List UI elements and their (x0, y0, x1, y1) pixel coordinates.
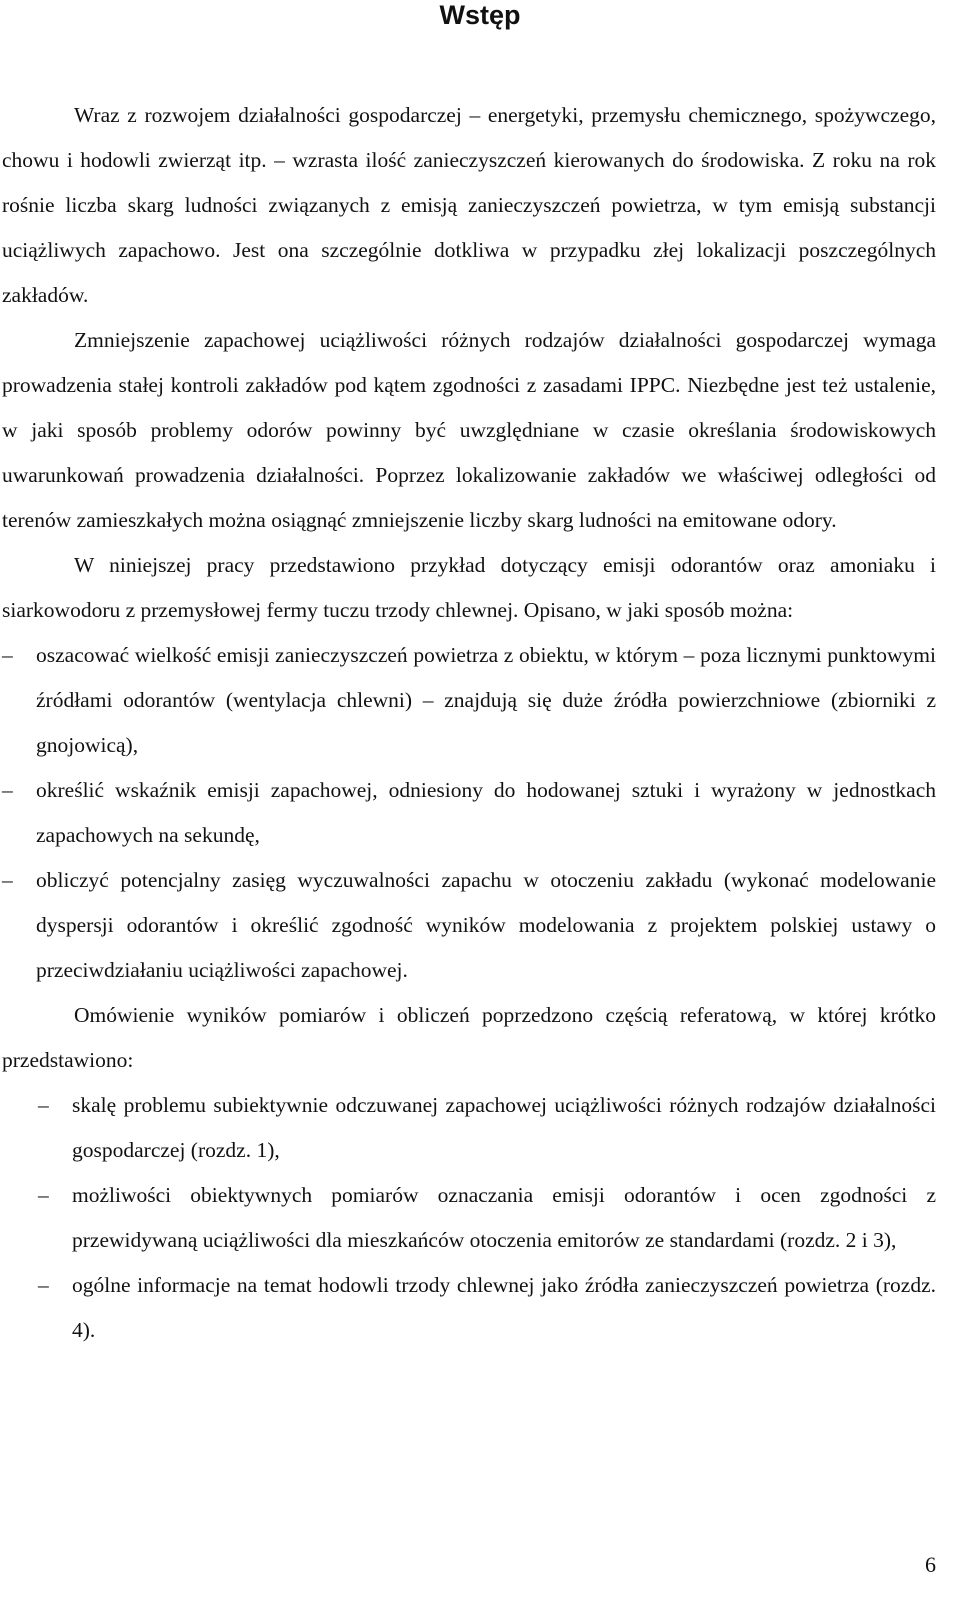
list-item (2, 768, 936, 858)
overview-list (2, 1083, 936, 1353)
paragraph-scope: W niniejszej pracy przedstawiono przykład dotyczący emisji odorantów oraz amoniaku i siarkowodoru z przemysłowej fermy tuczu trzody chlewnej. Opisano, w jaki sposób można: (2, 553, 936, 622)
dash-bullet: – (2, 643, 13, 667)
paragraph-overview: Omówienie wyników pomiarów i obliczeń poprzedzono częścią referatową, w której krótko przedstawiono: (2, 1003, 936, 1072)
list-item-text: określić wskaźnik emisji zapachowej, odniesiony do hodowanej sztuki i wyrażony w jednostkach zapachowych na sekundę, (36, 778, 936, 847)
list-item-text: ogólne informacje na temat hodowli trzody chlewnej jako źródła zanieczyszczeń powietrza (rozdz. 4). (72, 1273, 936, 1342)
list-item-text: oszacować wielkość emisji zanieczyszczeń powietrza z obiektu, w którym – poza licznymi punktowymi źródłami odorantów (wentylacja chlewni) – znajdują się duże źródła powierzchniowe (zbiorniki z gnojowicą), (36, 643, 936, 757)
dash-bullet: – (38, 1273, 49, 1297)
body-text (2, 93, 936, 1353)
list-item-text: skalę problemu subiektywnie odczuwanej zapachowej uciążliwości różnych rodzajów działalności gospodarczej (rozdz. 1), (72, 1093, 936, 1162)
list-item (2, 858, 936, 993)
page-number: 6 (925, 1552, 936, 1577)
methods-list (2, 633, 936, 993)
dash-bullet: – (2, 778, 13, 802)
list-item (2, 1083, 936, 1173)
list-item-text: możliwości obiektywnych pomiarów oznaczania emisji odorantów i ocen zgodności z przewidywaną uciążliwości dla mieszkańców otoczenia emitorów ze standardami (rozdz. 2 i 3), (72, 1183, 936, 1252)
dash-bullet: – (2, 868, 13, 892)
dash-bullet: – (38, 1183, 49, 1207)
list-item (2, 633, 936, 768)
dash-bullet: – (38, 1093, 49, 1117)
page-title: Wstęp (439, 0, 521, 30)
list-item (2, 1173, 936, 1263)
paragraph-intro: Wraz z rozwojem działalności gospodarczej – energetyki, przemysłu chemicznego, spożywczego, chowu i hodowli zwierząt itp. – wzrasta ilość zanieczyszczeń kierowanych do środowiska. Z roku na rok rośnie liczba skarg ludności związanych z emisją zanieczyszczeń powietrza, w tym emisją substancji uciążliwych zapachowo. Jest ona szczególnie dotkliwa w przypadku złej lokalizacji poszczególnych zakładów. (2, 103, 936, 307)
list-item-text: obliczyć potencjalny zasięg wyczuwalności zapachu w otoczeniu zakładu (wykonać modelowanie dyspersji odorantów i określić zgodność wyników modelowania z projektem polskiej ustawy o przeciwdziałaniu uciążliwości zapachowej. (36, 868, 936, 982)
paragraph-reduction: Zmniejszenie zapachowej uciążliwości różnych rodzajów działalności gospodarczej wymaga prowadzenia stałej kontroli zakładów pod kątem zgodności z zasadami IPPC. Niezbędne jest też ustalenie, w jaki sposób problemy odorów powinny być uwzględniane w czasie określania środowiskowych uwarunkowań prowadzenia działalności. Poprzez lokalizowanie zakładów we właściwej odległości od terenów zamieszkałych można osiągnąć zmniejszenie liczby skarg ludności na emitowane odory. (2, 328, 936, 532)
list-item (2, 1263, 936, 1353)
